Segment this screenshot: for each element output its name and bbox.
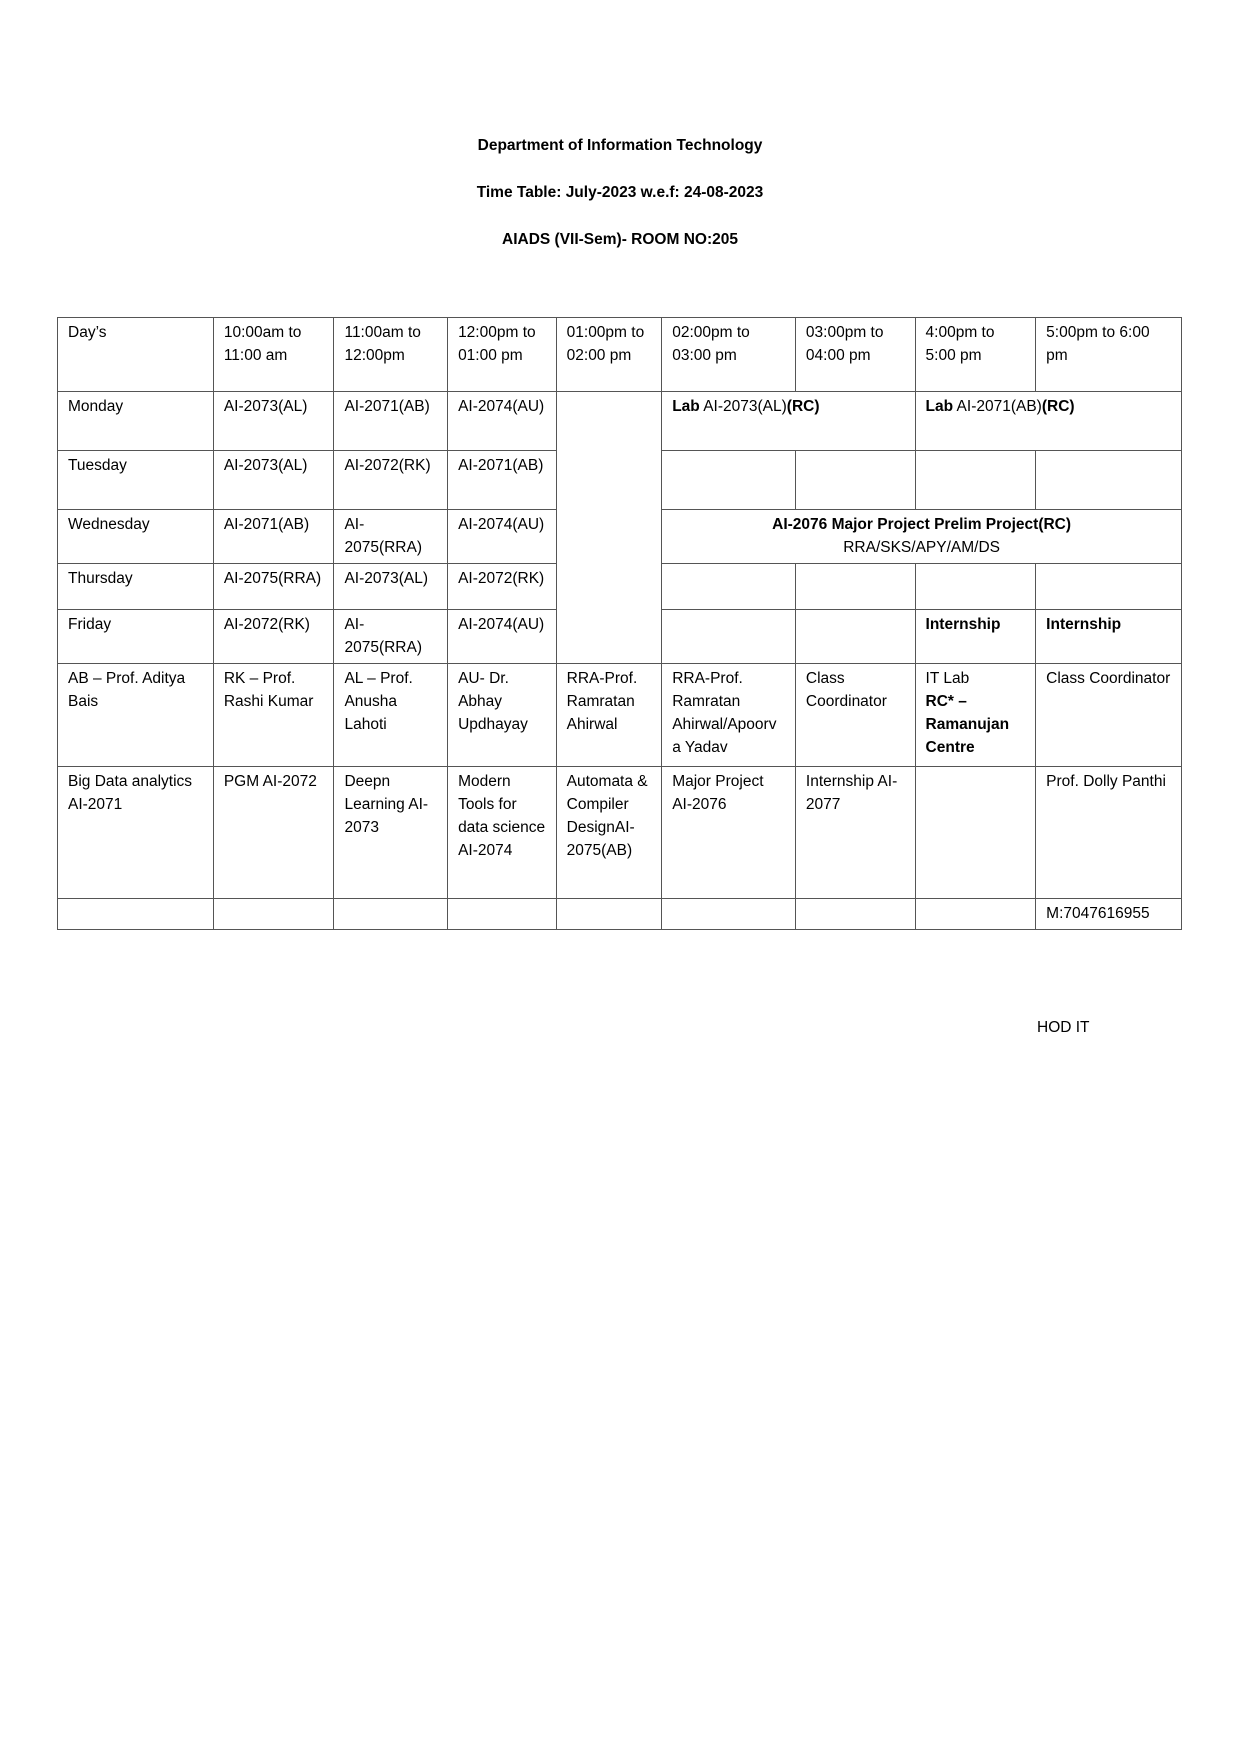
empty-cell — [556, 899, 662, 930]
slot-cell — [1036, 451, 1182, 510]
header-cell: 03:00pm to 04:00 pm — [795, 318, 915, 392]
slot-cell: AI-2075(RRA) — [334, 610, 448, 664]
subject-cell: Modern Tools for data science AI-2074 — [448, 767, 557, 899]
header-cell: 5:00pm to 6:00 pm — [1036, 318, 1182, 392]
faculty-row — [58, 664, 1182, 767]
slot-cell: AI-2071(AB) — [448, 451, 557, 510]
slot-cell — [662, 564, 796, 610]
header-row — [58, 318, 1182, 392]
day-cell: Friday — [58, 610, 214, 664]
slot-cell — [915, 451, 1036, 510]
day-cell: Thursday — [58, 564, 214, 610]
slot-cell — [795, 564, 915, 610]
faculty-cell: AL – Prof. Anusha Lahoti — [334, 664, 448, 767]
timetable-title: Time Table: July-2023 w.e.f: 24-08-2023 — [476, 184, 764, 201]
lab-prefix: Lab — [925, 398, 954, 415]
faculty-cell: AB – Prof. Aditya Bais — [58, 664, 214, 767]
subject-cell: Big Data analytics AI-2071 — [58, 767, 214, 899]
lab-suffix: (RC) — [1041, 398, 1075, 415]
lab-suffix: (RC) — [786, 398, 820, 415]
slot-cell — [662, 610, 796, 664]
empty-cell — [334, 899, 448, 930]
slot-cell: AI-2073(AL) — [334, 564, 448, 610]
header-cell: 01:00pm to 02:00 pm — [556, 318, 662, 392]
faculty-cell: Class Coordinator — [1036, 664, 1182, 767]
ramanujan-centre-label: RC* – Ramanujan Centre — [925, 693, 1010, 756]
faculty-cell: RRA-Prof. Ramratan Ahirwal — [556, 664, 662, 767]
faculty-cell: Class Coordinator — [795, 664, 915, 767]
header-cell: Day’s — [58, 318, 214, 392]
day-cell: Tuesday — [58, 451, 214, 510]
empty-cell — [662, 899, 796, 930]
internship-cell: Internship — [915, 610, 1036, 664]
subject-cell: Major Project AI-2076 — [662, 767, 796, 899]
slot-cell: AI-2073(AL) — [213, 451, 334, 510]
slot-cell — [795, 451, 915, 510]
major-project-cell — [662, 510, 1182, 564]
subject-cell: Internship AI-2077 — [795, 767, 915, 899]
slot-cell — [795, 610, 915, 664]
slot-cell: AI-2072(RK) — [448, 564, 557, 610]
faculty-cell: RRA-Prof. Ramratan Ahirwal/Apoorva Yadav — [662, 664, 796, 767]
lab-cell — [915, 392, 1181, 451]
empty-cell — [58, 899, 214, 930]
header-cell: 02:00pm to 03:00 pm — [662, 318, 796, 392]
slot-cell: AI-2075(RRA) — [213, 564, 334, 610]
lab-code: AI-2073(AL) — [699, 398, 787, 415]
faculty-cell: AU- Dr. Abhay Updhayay — [448, 664, 557, 767]
empty-cell — [213, 899, 334, 930]
lunch-break-cell — [556, 392, 662, 664]
phone-cell: M:7047616955 — [1036, 899, 1182, 930]
slot-cell — [915, 564, 1036, 610]
project-faculty: RRA/SKS/APY/AM/DS — [843, 539, 1000, 556]
slot-cell: AI-2074(AU) — [448, 610, 557, 664]
faculty-cell — [915, 664, 1036, 767]
subject-row — [58, 767, 1182, 899]
monday-row — [58, 392, 1182, 451]
slot-cell: AI-2072(RK) — [334, 451, 448, 510]
slot-cell — [662, 451, 796, 510]
department-title: Department of Information Technology — [477, 137, 763, 154]
lab-code: AI-2071(AB) — [953, 398, 1042, 415]
internship-cell: Internship — [1036, 610, 1182, 664]
timetable-table — [57, 317, 1182, 930]
header-cell: 11:00am to 12:00pm — [334, 318, 448, 392]
subject-cell: PGM AI-2072 — [213, 767, 334, 899]
subject-cell: Deepn Learning AI-2073 — [334, 767, 448, 899]
lab-cell — [662, 392, 915, 451]
subject-cell — [915, 767, 1036, 899]
subject-cell: Prof. Dolly Panthi — [1036, 767, 1182, 899]
header-cell: 12:00pm to 01:00 pm — [448, 318, 557, 392]
day-cell: Monday — [58, 392, 214, 451]
header-cell: 4:00pm to 5:00 pm — [915, 318, 1036, 392]
empty-cell — [448, 899, 557, 930]
hod-signature: HOD IT — [1037, 1019, 1090, 1036]
subject-cell: Automata & Compiler DesignAI-2075(AB) — [556, 767, 662, 899]
slot-cell — [1036, 564, 1182, 610]
contact-row — [58, 899, 1182, 930]
slot-cell: AI-2071(AB) — [334, 392, 448, 451]
day-cell: Wednesday — [58, 510, 214, 564]
empty-cell — [795, 899, 915, 930]
class-room-title: AIADS (VII-Sem)- ROOM NO:205 — [502, 231, 738, 248]
slot-cell: AI-2074(AU) — [448, 392, 557, 451]
slot-cell: AI-2071(AB) — [213, 510, 334, 564]
slot-cell: AI-2075(RRA) — [334, 510, 448, 564]
it-lab-label: IT Lab — [925, 670, 970, 687]
empty-cell — [915, 899, 1036, 930]
slot-cell: AI-2074(AU) — [448, 510, 557, 564]
header-cell: 10:00am to 11:00 am — [213, 318, 334, 392]
slot-cell: AI-2072(RK) — [213, 610, 334, 664]
slot-cell: AI-2073(AL) — [213, 392, 334, 451]
lab-prefix: Lab — [672, 398, 700, 415]
faculty-cell: RK – Prof. Rashi Kumar — [213, 664, 334, 767]
project-title: AI-2076 Major Project Prelim Project(RC) — [772, 516, 1072, 533]
